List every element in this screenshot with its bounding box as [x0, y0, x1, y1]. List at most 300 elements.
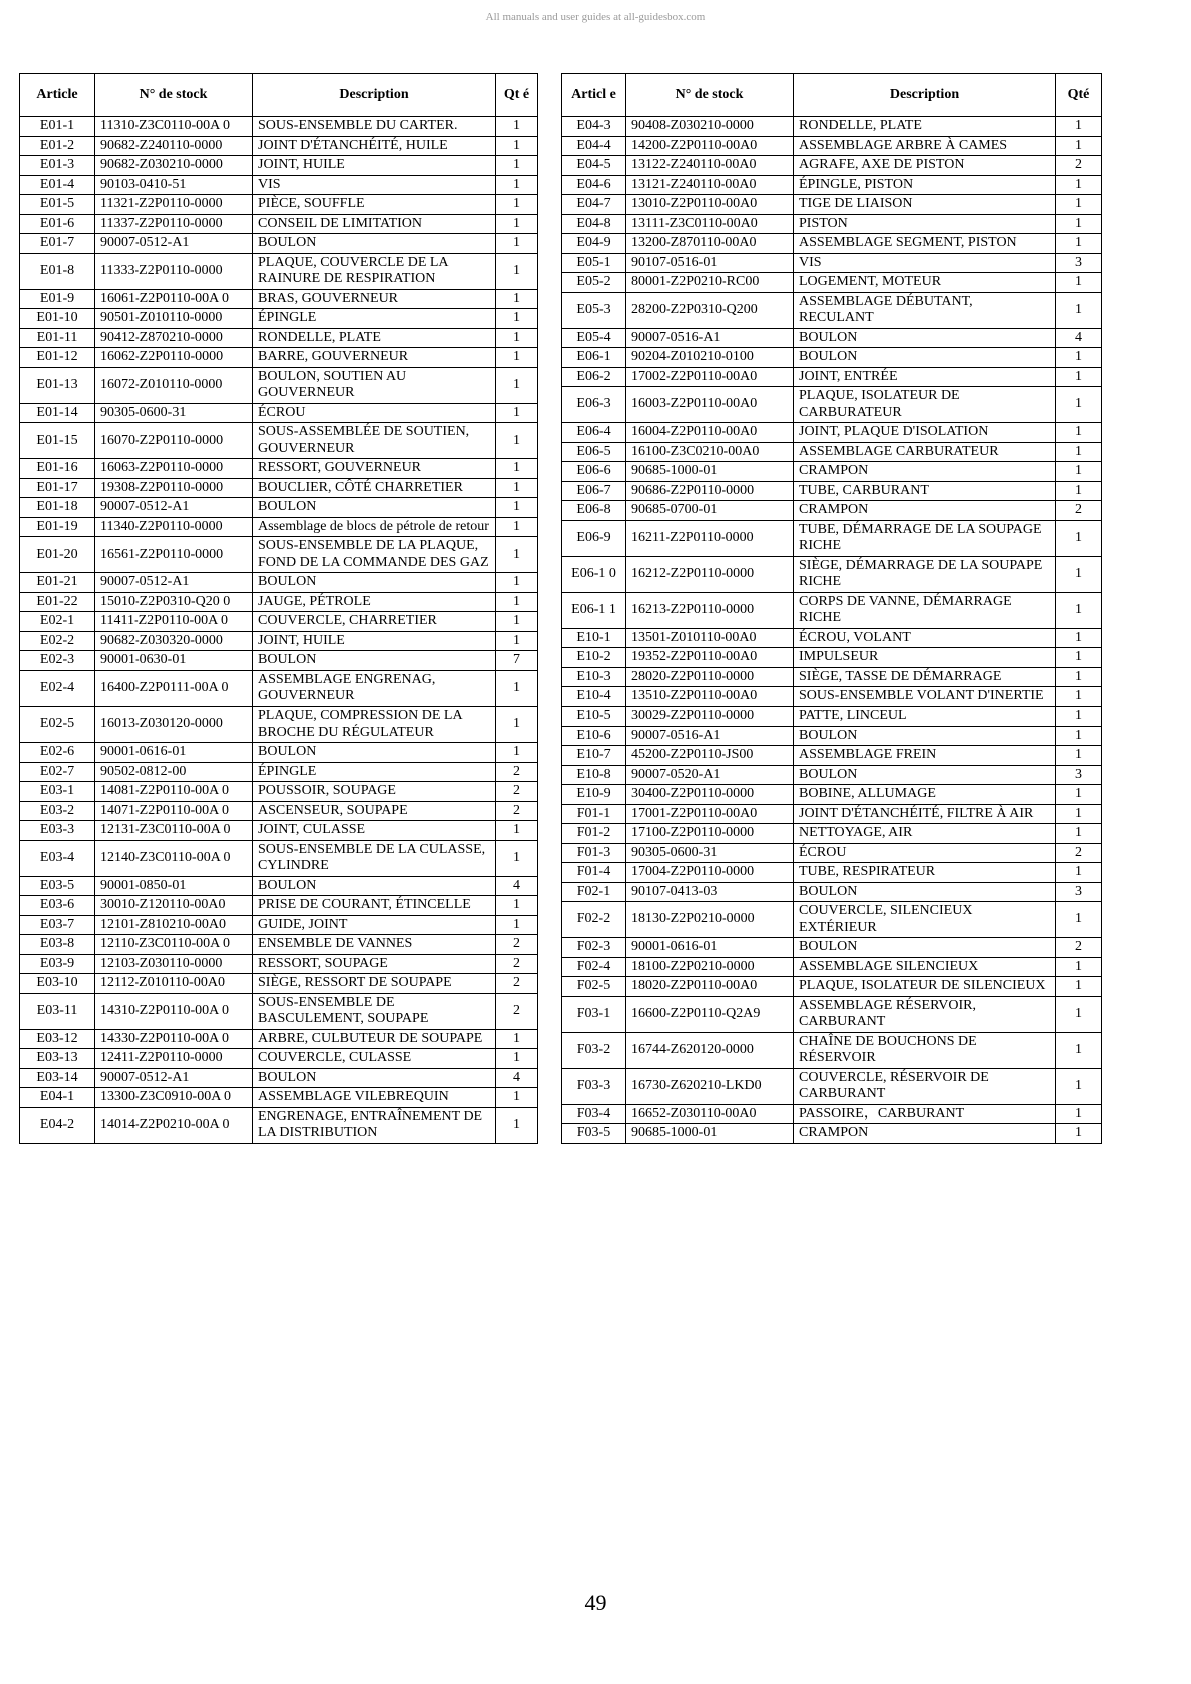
- article-cell: E03-10: [20, 974, 95, 994]
- description-cell: COUVERCLE, SILENCIEUX EXTÉRIEUR: [794, 902, 1056, 938]
- description-cell: TIGE DE LIAISON: [794, 195, 1056, 215]
- table-row: [20, 117, 538, 137]
- article-cell: E01-15: [20, 423, 95, 459]
- description-cell: NETTOYAGE, AIR: [794, 824, 1056, 844]
- table-row: [20, 1049, 538, 1069]
- table-row: [562, 348, 1102, 368]
- stock-number-cell: 16600-Z2P0110-Q2A9: [626, 996, 794, 1032]
- quantity-cell: 1: [1056, 996, 1102, 1032]
- page-header: All manuals and user guides at all-guidesbox.com: [485, 11, 706, 23]
- quantity-cell: 1: [1056, 423, 1102, 443]
- parts-table-left: [19, 73, 538, 1144]
- quantity-cell: 1: [1056, 824, 1102, 844]
- stock-number-cell: 90305-0600-31: [626, 843, 794, 863]
- quantity-cell: 1: [496, 915, 538, 935]
- article-cell: E05-4: [562, 328, 626, 348]
- table-row: [562, 462, 1102, 482]
- description-cell: CRAMPON: [794, 501, 1056, 521]
- table-row: [20, 821, 538, 841]
- stock-number-cell: 90007-0516-A1: [626, 328, 794, 348]
- article-cell: E03-7: [20, 915, 95, 935]
- quantity-cell: 1: [1056, 481, 1102, 501]
- table-row: [562, 863, 1102, 883]
- table-row: [562, 175, 1102, 195]
- table-row: [562, 156, 1102, 176]
- stock-number-cell: 90686-Z2P0110-0000: [626, 481, 794, 501]
- quantity-cell: 1: [1056, 977, 1102, 997]
- table-row: [20, 573, 538, 593]
- description-cell: SOUS-ENSEMBLE VOLANT D'INERTIE: [794, 687, 1056, 707]
- table-row: [20, 1107, 538, 1143]
- quantity-cell: 1: [1056, 726, 1102, 746]
- description-cell: RONDELLE, PLATE: [794, 117, 1056, 137]
- quantity-cell: 2: [1056, 938, 1102, 958]
- description-cell: GUIDE, JOINT: [253, 915, 496, 935]
- quantity-cell: 1: [1056, 1104, 1102, 1124]
- table-row: [562, 442, 1102, 462]
- page-number: 49: [584, 1590, 607, 1615]
- article-cell: E03-11: [20, 993, 95, 1029]
- table-row: [562, 387, 1102, 423]
- quantity-cell: 1: [496, 459, 538, 479]
- stock-number-cell: 90007-0520-A1: [626, 765, 794, 785]
- article-cell: E01-13: [20, 367, 95, 403]
- table-row: [562, 292, 1102, 328]
- stock-number-cell: 12110-Z3C0110-00A 0: [95, 935, 253, 955]
- article-cell: E01-10: [20, 309, 95, 329]
- article-cell: E02-5: [20, 706, 95, 742]
- article-cell: F01-4: [562, 863, 626, 883]
- description-cell: CHAÎNE DE BOUCHONS DE RÉSERVOIR: [794, 1032, 1056, 1068]
- article-cell: E03-9: [20, 954, 95, 974]
- description-cell: COUVERCLE, CHARRETIER: [253, 612, 496, 632]
- description-cell: PATTE, LINCEUL: [794, 706, 1056, 726]
- table-row: [20, 1068, 538, 1088]
- quantity-cell: 4: [1056, 328, 1102, 348]
- description-cell: VIS: [253, 175, 496, 195]
- stock-number-cell: 12101-Z810210-00A0: [95, 915, 253, 935]
- description-cell: ASSEMBLAGE SEGMENT, PISTON: [794, 234, 1056, 254]
- stock-number-cell: 90001-0616-01: [626, 938, 794, 958]
- article-cell: E03-6: [20, 896, 95, 916]
- quantity-cell: 1: [496, 175, 538, 195]
- description-cell: BOULON, SOUTIEN AU GOUVERNEUR: [253, 367, 496, 403]
- quantity-cell: 2: [496, 954, 538, 974]
- article-cell: E03-8: [20, 935, 95, 955]
- quantity-cell: 1: [1056, 592, 1102, 628]
- description-cell: RESSORT, SOUPAGE: [253, 954, 496, 974]
- quantity-cell: 1: [1056, 387, 1102, 423]
- quantity-cell: 1: [1056, 1124, 1102, 1144]
- description-cell: BOULON: [253, 234, 496, 254]
- stock-number-cell: 90107-0413-03: [626, 882, 794, 902]
- stock-number-cell: 28200-Z2P0310-Q200: [626, 292, 794, 328]
- description-cell: BRAS, GOUVERNEUR: [253, 289, 496, 309]
- stock-number-cell: 16652-Z030110-00A0: [626, 1104, 794, 1124]
- stock-number-cell: 90001-0850-01: [95, 876, 253, 896]
- description-cell: JOINT, HUILE: [253, 156, 496, 176]
- table-row: [20, 651, 538, 671]
- table-row: [562, 648, 1102, 668]
- stock-number-cell: 12411-Z2P0110-0000: [95, 1049, 253, 1069]
- table-row: [20, 896, 538, 916]
- article-cell: E03-5: [20, 876, 95, 896]
- description-cell: PLAQUE, COUVERCLE DE LA RAINURE DE RESPIRATION: [253, 253, 496, 289]
- quantity-cell: 1: [1056, 706, 1102, 726]
- column-header-stock: N° de stock: [626, 74, 794, 117]
- table-row: [20, 328, 538, 348]
- article-cell: E06-3: [562, 387, 626, 423]
- article-cell: F02-4: [562, 957, 626, 977]
- article-cell: E05-2: [562, 273, 626, 293]
- stock-number-cell: 14071-Z2P0110-00A 0: [95, 801, 253, 821]
- table-row: [562, 977, 1102, 997]
- table-row: [562, 117, 1102, 137]
- column-header-qty: Qté: [1056, 74, 1102, 117]
- table-row: [562, 824, 1102, 844]
- table-row: [562, 520, 1102, 556]
- stock-number-cell: 90682-Z240110-0000: [95, 136, 253, 156]
- article-cell: F03-1: [562, 996, 626, 1032]
- article-cell: E10-5: [562, 706, 626, 726]
- quantity-cell: 3: [1056, 882, 1102, 902]
- quantity-cell: 1: [496, 631, 538, 651]
- table-row: [20, 498, 538, 518]
- table-row: [562, 481, 1102, 501]
- description-cell: BOULON: [794, 726, 1056, 746]
- article-cell: E02-1: [20, 612, 95, 632]
- column-header-article: Articl e: [562, 74, 626, 117]
- stock-number-cell: 13010-Z2P0110-00A0: [626, 195, 794, 215]
- article-cell: E01-12: [20, 348, 95, 368]
- description-cell: AGRAFE, AXE DE PISTON: [794, 156, 1056, 176]
- description-cell: RONDELLE, PLATE: [253, 328, 496, 348]
- article-cell: E01-19: [20, 517, 95, 537]
- quantity-cell: 1: [1056, 520, 1102, 556]
- table-row: [562, 423, 1102, 443]
- quantity-cell: 1: [496, 234, 538, 254]
- table-row: [20, 348, 538, 368]
- stock-number-cell: 17001-Z2P0110-00A0: [626, 804, 794, 824]
- article-cell: F01-1: [562, 804, 626, 824]
- description-cell: TUBE, RESPIRATEUR: [794, 863, 1056, 883]
- article-cell: E02-6: [20, 743, 95, 763]
- stock-number-cell: 16070-Z2P0110-0000: [95, 423, 253, 459]
- stock-number-cell: 90412-Z870210-0000: [95, 328, 253, 348]
- description-cell: BOULON: [794, 328, 1056, 348]
- stock-number-cell: 18130-Z2P0210-0000: [626, 902, 794, 938]
- quantity-cell: 2: [496, 801, 538, 821]
- table-row: [20, 214, 538, 234]
- table-row: [20, 367, 538, 403]
- table-row: [20, 993, 538, 1029]
- quantity-cell: 3: [1056, 765, 1102, 785]
- description-cell: BOULON: [253, 573, 496, 593]
- description-cell: PIÈCE, SOUFFLE: [253, 195, 496, 215]
- quantity-cell: 1: [496, 706, 538, 742]
- description-cell: RESSORT, GOUVERNEUR: [253, 459, 496, 479]
- article-cell: E04-2: [20, 1107, 95, 1143]
- article-cell: E02-2: [20, 631, 95, 651]
- description-cell: VIS: [794, 253, 1056, 273]
- article-cell: E10-2: [562, 648, 626, 668]
- description-cell: ASSEMBLAGE FREIN: [794, 746, 1056, 766]
- quantity-cell: 1: [1056, 195, 1102, 215]
- table-row: [562, 556, 1102, 592]
- description-cell: PLAQUE, COMPRESSION DE LA BROCHE DU RÉGULATEUR: [253, 706, 496, 742]
- quantity-cell: 1: [496, 156, 538, 176]
- stock-number-cell: 16211-Z2P0110-0000: [626, 520, 794, 556]
- quantity-cell: 1: [496, 253, 538, 289]
- description-cell: ASSEMBLAGE DÉBUTANT, RECULANT: [794, 292, 1056, 328]
- quantity-cell: 2: [496, 762, 538, 782]
- table-row: [562, 746, 1102, 766]
- column-header-description: Description: [794, 74, 1056, 117]
- stock-number-cell: 16744-Z620120-0000: [626, 1032, 794, 1068]
- article-cell: E10-3: [562, 667, 626, 687]
- quantity-cell: 1: [496, 743, 538, 763]
- article-cell: E04-5: [562, 156, 626, 176]
- stock-number-cell: 16063-Z2P0110-0000: [95, 459, 253, 479]
- quantity-cell: 1: [1056, 117, 1102, 137]
- description-cell: SOUS-ENSEMBLE DE LA CULASSE, CYLINDRE: [253, 840, 496, 876]
- table-row: [20, 876, 538, 896]
- quantity-cell: 1: [496, 517, 538, 537]
- article-cell: E02-7: [20, 762, 95, 782]
- article-cell: E03-13: [20, 1049, 95, 1069]
- description-cell: SIÈGE, RESSORT DE SOUPAPE: [253, 974, 496, 994]
- quantity-cell: 1: [496, 821, 538, 841]
- stock-number-cell: 90685-1000-01: [626, 462, 794, 482]
- description-cell: PLAQUE, ISOLATEUR DE CARBURATEUR: [794, 387, 1056, 423]
- article-cell: E01-3: [20, 156, 95, 176]
- table-row: [562, 938, 1102, 958]
- article-cell: E10-6: [562, 726, 626, 746]
- table-row: [562, 706, 1102, 726]
- stock-number-cell: 90007-0512-A1: [95, 498, 253, 518]
- stock-number-cell: 17100-Z2P0110-0000: [626, 824, 794, 844]
- table-row: [20, 289, 538, 309]
- description-cell: ÉCROU: [794, 843, 1056, 863]
- quantity-cell: 1: [1056, 442, 1102, 462]
- stock-number-cell: 16062-Z2P0110-0000: [95, 348, 253, 368]
- description-cell: BOUCLIER, CÔTÉ CHARRETIER: [253, 478, 496, 498]
- parts-table-right: [561, 73, 1102, 1144]
- quantity-cell: 1: [496, 309, 538, 329]
- description-cell: BOULON: [253, 876, 496, 896]
- quantity-cell: 1: [1056, 234, 1102, 254]
- article-cell: E01-7: [20, 234, 95, 254]
- stock-number-cell: 90682-Z030210-0000: [95, 156, 253, 176]
- quantity-cell: 1: [1056, 556, 1102, 592]
- table-body: [20, 117, 538, 1144]
- table-row: [20, 935, 538, 955]
- description-cell: ASSEMBLAGE VILEBREQUIN: [253, 1088, 496, 1108]
- stock-number-cell: 90682-Z030320-0000: [95, 631, 253, 651]
- table-row: [20, 459, 538, 479]
- article-cell: E06-1: [562, 348, 626, 368]
- article-cell: F01-3: [562, 843, 626, 863]
- table-row: [562, 667, 1102, 687]
- stock-number-cell: 19352-Z2P0110-00A0: [626, 648, 794, 668]
- stock-number-cell: 80001-Z2P0210-RC00: [626, 273, 794, 293]
- description-cell: BOULON: [253, 1068, 496, 1088]
- quantity-cell: 4: [496, 1068, 538, 1088]
- stock-number-cell: 16072-Z010110-0000: [95, 367, 253, 403]
- stock-number-cell: 90007-0512-A1: [95, 234, 253, 254]
- quantity-cell: 2: [1056, 501, 1102, 521]
- article-cell: F03-2: [562, 1032, 626, 1068]
- quantity-cell: 1: [1056, 902, 1102, 938]
- description-cell: CRAMPON: [794, 462, 1056, 482]
- description-cell: JAUGE, PÉTROLE: [253, 592, 496, 612]
- stock-number-cell: 16004-Z2P0110-00A0: [626, 423, 794, 443]
- quantity-cell: 1: [1056, 273, 1102, 293]
- quantity-cell: 1: [496, 423, 538, 459]
- article-cell: E01-17: [20, 478, 95, 498]
- quantity-cell: 1: [1056, 667, 1102, 687]
- table-row: [20, 195, 538, 215]
- table-row: [20, 706, 538, 742]
- description-cell: COUVERCLE, RÉSERVOIR DE CARBURANT: [794, 1068, 1056, 1104]
- table-row: [562, 253, 1102, 273]
- quantity-cell: 1: [1056, 367, 1102, 387]
- quantity-cell: 1: [496, 537, 538, 573]
- article-cell: E02-3: [20, 651, 95, 671]
- table-row: [20, 537, 538, 573]
- description-cell: SIÈGE, TASSE DE DÉMARRAGE: [794, 667, 1056, 687]
- quantity-cell: 1: [496, 195, 538, 215]
- stock-number-cell: 15010-Z2P0310-Q20 0: [95, 592, 253, 612]
- description-cell: JOINT, PLAQUE D'ISOLATION: [794, 423, 1056, 443]
- article-cell: E04-7: [562, 195, 626, 215]
- description-cell: ASSEMBLAGE SILENCIEUX: [794, 957, 1056, 977]
- article-cell: E05-1: [562, 253, 626, 273]
- description-cell: CORPS DE VANNE, DÉMARRAGE RICHE: [794, 592, 1056, 628]
- table-row: [562, 628, 1102, 648]
- description-cell: SIÈGE, DÉMARRAGE DE LA SOUPAPE RICHE: [794, 556, 1056, 592]
- stock-number-cell: 14200-Z2P0110-00A0: [626, 136, 794, 156]
- quantity-cell: 1: [496, 1029, 538, 1049]
- stock-number-cell: 16013-Z030120-0000: [95, 706, 253, 742]
- description-cell: ASSEMBLAGE RÉSERVOIR, CARBURANT: [794, 996, 1056, 1032]
- table-row: [20, 136, 538, 156]
- quantity-cell: 1: [1056, 292, 1102, 328]
- description-cell: ASSEMBLAGE ARBRE À CAMES: [794, 136, 1056, 156]
- quantity-cell: 1: [1056, 804, 1102, 824]
- stock-number-cell: 17004-Z2P0110-0000: [626, 863, 794, 883]
- quantity-cell: 1: [1056, 462, 1102, 482]
- quantity-cell: 4: [496, 876, 538, 896]
- table-row: [562, 843, 1102, 863]
- description-cell: Assemblage de blocs de pétrole de retour: [253, 517, 496, 537]
- quantity-cell: 1: [496, 612, 538, 632]
- quantity-cell: 1: [1056, 628, 1102, 648]
- quantity-cell: 7: [496, 651, 538, 671]
- quantity-cell: 1: [496, 1107, 538, 1143]
- table-row: [562, 214, 1102, 234]
- article-cell: E04-8: [562, 214, 626, 234]
- table-row: [562, 367, 1102, 387]
- quantity-cell: 1: [1056, 1068, 1102, 1104]
- article-cell: E01-22: [20, 592, 95, 612]
- table-row: [20, 1029, 538, 1049]
- description-cell: TUBE, CARBURANT: [794, 481, 1056, 501]
- article-cell: E06-8: [562, 501, 626, 521]
- description-cell: BOULON: [253, 498, 496, 518]
- description-cell: CONSEIL DE LIMITATION: [253, 214, 496, 234]
- table-row: [562, 687, 1102, 707]
- article-cell: E03-4: [20, 840, 95, 876]
- description-cell: PISTON: [794, 214, 1056, 234]
- article-cell: E01-20: [20, 537, 95, 573]
- description-cell: BOULON: [794, 348, 1056, 368]
- quantity-cell: 1: [496, 136, 538, 156]
- description-cell: ASSEMBLAGE CARBURATEUR: [794, 442, 1056, 462]
- article-cell: E10-1: [562, 628, 626, 648]
- description-cell: ASSEMBLAGE ENGRENAG, GOUVERNEUR: [253, 670, 496, 706]
- stock-number-cell: 11321-Z2P0110-0000: [95, 195, 253, 215]
- article-cell: E01-4: [20, 175, 95, 195]
- article-cell: E10-7: [562, 746, 626, 766]
- description-cell: ARBRE, CULBUTEUR DE SOUPAPE: [253, 1029, 496, 1049]
- stock-number-cell: 16212-Z2P0110-0000: [626, 556, 794, 592]
- table-body: [562, 117, 1102, 1144]
- article-cell: E01-6: [20, 214, 95, 234]
- stock-number-cell: 14081-Z2P0110-00A 0: [95, 782, 253, 802]
- stock-number-cell: 16003-Z2P0110-00A0: [626, 387, 794, 423]
- description-cell: BARRE, GOUVERNEUR: [253, 348, 496, 368]
- description-cell: ÉCROU: [253, 403, 496, 423]
- stock-number-cell: 12140-Z3C0110-00A 0: [95, 840, 253, 876]
- description-cell: POUSSOIR, SOUPAGE: [253, 782, 496, 802]
- description-cell: PASSOIRE，CARBURANT: [794, 1104, 1056, 1124]
- article-cell: E06-2: [562, 367, 626, 387]
- quantity-cell: 1: [1056, 648, 1102, 668]
- quantity-cell: 2: [496, 993, 538, 1029]
- stock-number-cell: 90685-1000-01: [626, 1124, 794, 1144]
- table-row: [20, 156, 538, 176]
- table-row: [20, 175, 538, 195]
- description-cell: BOULON: [794, 882, 1056, 902]
- stock-number-cell: 28020-Z2P0110-0000: [626, 667, 794, 687]
- table-row: [20, 1088, 538, 1108]
- description-cell: BOULON: [794, 938, 1056, 958]
- quantity-cell: 2: [1056, 156, 1102, 176]
- table-row: [562, 957, 1102, 977]
- description-cell: JOINT D'ÉTANCHÉITÉ, FILTRE À AIR: [794, 804, 1056, 824]
- column-header-stock: N° de stock: [95, 74, 253, 117]
- stock-number-cell: 90501-Z010110-0000: [95, 309, 253, 329]
- description-cell: JOINT, HUILE: [253, 631, 496, 651]
- table-row: [20, 612, 538, 632]
- quantity-cell: 1: [1056, 214, 1102, 234]
- stock-number-cell: 17002-Z2P0110-00A0: [626, 367, 794, 387]
- table-row: [20, 801, 538, 821]
- table-row: [562, 902, 1102, 938]
- table-row: [20, 234, 538, 254]
- article-cell: E06-4: [562, 423, 626, 443]
- table-row: [562, 765, 1102, 785]
- stock-number-cell: 18020-Z2P0110-00A0: [626, 977, 794, 997]
- quantity-cell: 1: [496, 403, 538, 423]
- description-cell: JOINT D'ÉTANCHÉITÉ, HUILE: [253, 136, 496, 156]
- quantity-cell: 1: [496, 214, 538, 234]
- description-cell: TUBE, DÉMARRAGE DE LA SOUPAGE RICHE: [794, 520, 1056, 556]
- description-cell: ENSEMBLE DE VANNES: [253, 935, 496, 955]
- table-row: [562, 1068, 1102, 1104]
- stock-number-cell: 30010-Z120110-00A0: [95, 896, 253, 916]
